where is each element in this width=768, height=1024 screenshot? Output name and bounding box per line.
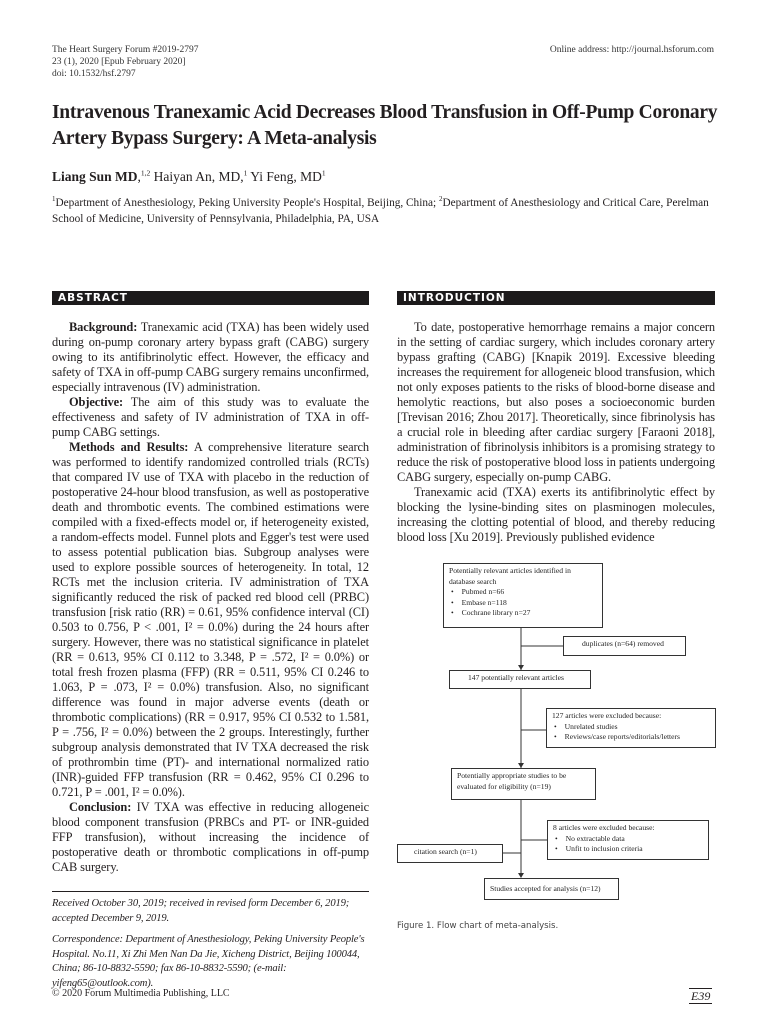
identified-articles-box — [443, 563, 603, 628]
affil-marker-1: 1 — [52, 195, 56, 204]
journal-doi: doi: 10.1532/hsf.2797 — [52, 69, 136, 79]
online-address: Online address: http://journal.hsforum.com — [549, 45, 714, 55]
copyright: © 2020 Forum Multimedia Publishing, LLC — [52, 988, 230, 999]
exclusion-box-1 — [546, 708, 716, 748]
methods-text: A comprehensive literature search was performed to identify randomized controlled trials (RCTs) that compared IV use of TXA with placebo in the reduction of postoperative 24-hour blood transfusion, as well as postoperative death and thrombotic events. The combined estimations were compiled with a fixed-effects model or, if heterogeneity existed, a random-effects model. Funnel plots and Egger's test were used to assess potential publication bias. Subgroup analyses were used to explore possible sources of heterogeneity. In total, 12 RCTs met the inclusion criteria. IV administration of TXA significantly reduced the risk of packed red blood cell (PRBC) transfusion [risk ratio (RR) = 0.61, 95% confidence interval (CI) 0.503 to 0.756, P < .001, I² = 0.0%) during the 24 hours after surgery. However, there was no statistical significance in platelet (RR = 0.613, 95% CI 0.112 to 3.348, P = .572, I² = 0.0%) or total fresh frozen plasma (FFP) (RR = 0.511, 95% CI 0.246 to 1.063, P = .073, I² = 0.0%) transfusion. Also, no significant difference was found in major adverse events (death or thrombotic complications) (RR = 0.917, 95% CI 0.532 to 1.581, P = .756, I² = 0.0%) between the 2 groups. Interestingly, further subgroup analysis demonstrated that IV TXA decreased the risk of prothrombin time (PT)- and international normalized ratio (INR)-guided FFP transfusion (RR = 0.462, 95% CI 0.296 to 0.721, P = .001, I² = 0.0%). — [52, 440, 369, 799]
abstract-conclusion — [52, 800, 369, 875]
author-1-affil: 1,2 — [140, 168, 151, 178]
eligibility-box: Potentially appropriate studies to be evaluated for eligibility (n=19) — [451, 768, 596, 800]
affiliation-1: Department of Anesthesiology, Peking University People's Hospital, Beijing, China; — [55, 197, 439, 209]
exclusion-box-2 — [547, 820, 709, 860]
exclusion-2-reason: • Unfit to inclusion criteria — [567, 844, 703, 855]
duplicates-box: duplicates (n=64) removed — [563, 636, 686, 656]
article-title: Intravenous Tranexamic Acid Decreases Blood Transfusion in Off-Pump Coronary Artery Bypass Surgery: A Meta-analysis — [52, 102, 718, 149]
abstract-methods — [52, 440, 369, 800]
figure-caption: Figure 1. Flow chart of meta-analysis. — [397, 921, 559, 931]
intro-paragraph-2: Tranexamic acid (TXA) exerts its antifibrinolytic effect by blocking the lysine-binding sites on plasminogen molecules, increasing the clotting potential of blood, and thereby reducing blood loss [Xu 2019]. Previously published evidence — [397, 485, 715, 544]
citation-search-box: citation search (n=1) — [397, 844, 503, 863]
abstract-objective — [52, 395, 369, 440]
author-2-affil: 1 — [243, 168, 248, 178]
identified-articles-title: Potentially relevant articles identified in database search — [449, 566, 571, 586]
journal-info — [52, 44, 199, 80]
source-embase: • Embase n=118 — [463, 598, 597, 609]
flow-chart-figure — [390, 557, 730, 917]
final-studies-box: Studies accepted for analysis (n=12) — [484, 878, 619, 900]
abstract-background — [52, 320, 369, 395]
page-number: E39 — [691, 989, 711, 1003]
left-column — [52, 291, 369, 991]
author-2: Haiyan An, MD, — [150, 169, 244, 184]
exclusion-1-title: 127 articles were excluded because: — [552, 711, 662, 720]
affil-marker-2: 2 — [438, 195, 443, 204]
author-3-affil: 1 — [321, 168, 326, 178]
abstract-heading: ABSTRACT — [52, 291, 369, 305]
objective-text: The aim of this study was to evaluate the effectiveness and safety of IV administration of TXA in off-pump CABG settings. — [52, 395, 369, 439]
abstract-body — [52, 320, 369, 875]
affiliation-2: Department of Anesthesiology and Critical Care, Perelman School of Medicine, University of Pennsylvania, Philadelphia, PA, USA — [52, 197, 709, 225]
author-3: Yi Feng, MD — [247, 169, 322, 184]
introduction-heading: INTRODUCTION — [397, 291, 715, 305]
introduction-body — [397, 320, 715, 545]
methods-label: Methods and Results: — [69, 440, 189, 454]
exclusion-2-reason: • No extractable data — [567, 834, 703, 845]
author-list: Liang Sun MD,$^{1,2}$ Haiyan An, MD,$^1$ Yi Feng, $MD^1$ — [52, 168, 326, 184]
journal-issue: 23 (1), 2020 [Epub February 2020] — [52, 57, 186, 67]
exclusion-1-reason: • Reviews/case reports/editorials/letters — [566, 732, 710, 743]
conclusion-label: Conclusion: — [69, 800, 132, 814]
article-heading-block — [52, 100, 722, 227]
author-1: Liang Sun MD — [52, 169, 138, 184]
objective-label: Objective: — [69, 395, 124, 409]
journal-name: The Heart Surgery Forum #2019-2797 — [52, 45, 199, 55]
exclusion-2-title: 8 articles were excluded because: — [553, 823, 655, 832]
notes-divider — [52, 891, 369, 892]
intro-paragraph-1: To date, postoperative hemorrhage remains a major concern in the setting of cardiac surgery, which includes coronary artery bypass grafting (CABG) [Knapik 2019]. Excessive bleeding increases the requirement for allogeneic blood transfusion, which not only exposes patients to the risks of blood-borne disease and hemolytic reactions, but also poses a socioeconomic burden [Trevisan 2016; Zhou 2017]. Theoretically, since fibrinolysis has a crucial role in bleeding after cardiac surgery [Faraoni 2018], administration of fibrinolysis inhibitors is a promising strategy to reduce the risk of postoperative blood loss in patients undergoing CABG surgery, especially on-pump CABG. — [397, 320, 715, 484]
relevant-articles-box: 147 potentially relevant articles — [449, 670, 591, 689]
received-dates: Received October 30, 2019; received in revised form December 6, 2019; accepted December 9, 2019. — [52, 898, 350, 924]
background-text: Tranexamic acid (TXA) has been widely used during on-pump coronary artery bypass graft (CABG) surgery owing to its antifibrinolytic effect. However, the efficacy and safety of TXA in off-pump CABG surgery remains unconfirmed, especially intravenous (IV) administration. — [52, 320, 369, 394]
source-cochrane: • Cochrane library n=27 — [463, 608, 597, 619]
source-pubmed: • Pubmed n=66 — [463, 587, 597, 598]
correspondence: Correspondence: Department of Anesthesiology, Peking University People's Hospital. No.11, Xi Zhi Men Nan Da Jie, Xicheng District, Beijing 100044, China; 86-10-8832-5590; fax 86-10-8832-5590; (e-mail: yifeng65@outlook.com). — [52, 934, 365, 989]
conclusion-text: IV TXA was effective in reducing allogeneic blood component transfusion (PRBCs and PT- or INR-guided FFP transfusion), without increasing the incidence of postoperative death or thrombotic complications in off-pump CAB surgery. — [52, 800, 369, 874]
affiliations — [52, 195, 722, 227]
background-label: Background: — [69, 320, 138, 334]
right-column — [397, 291, 715, 931]
exclusion-1-reason: • Unrelated studies — [566, 722, 710, 733]
